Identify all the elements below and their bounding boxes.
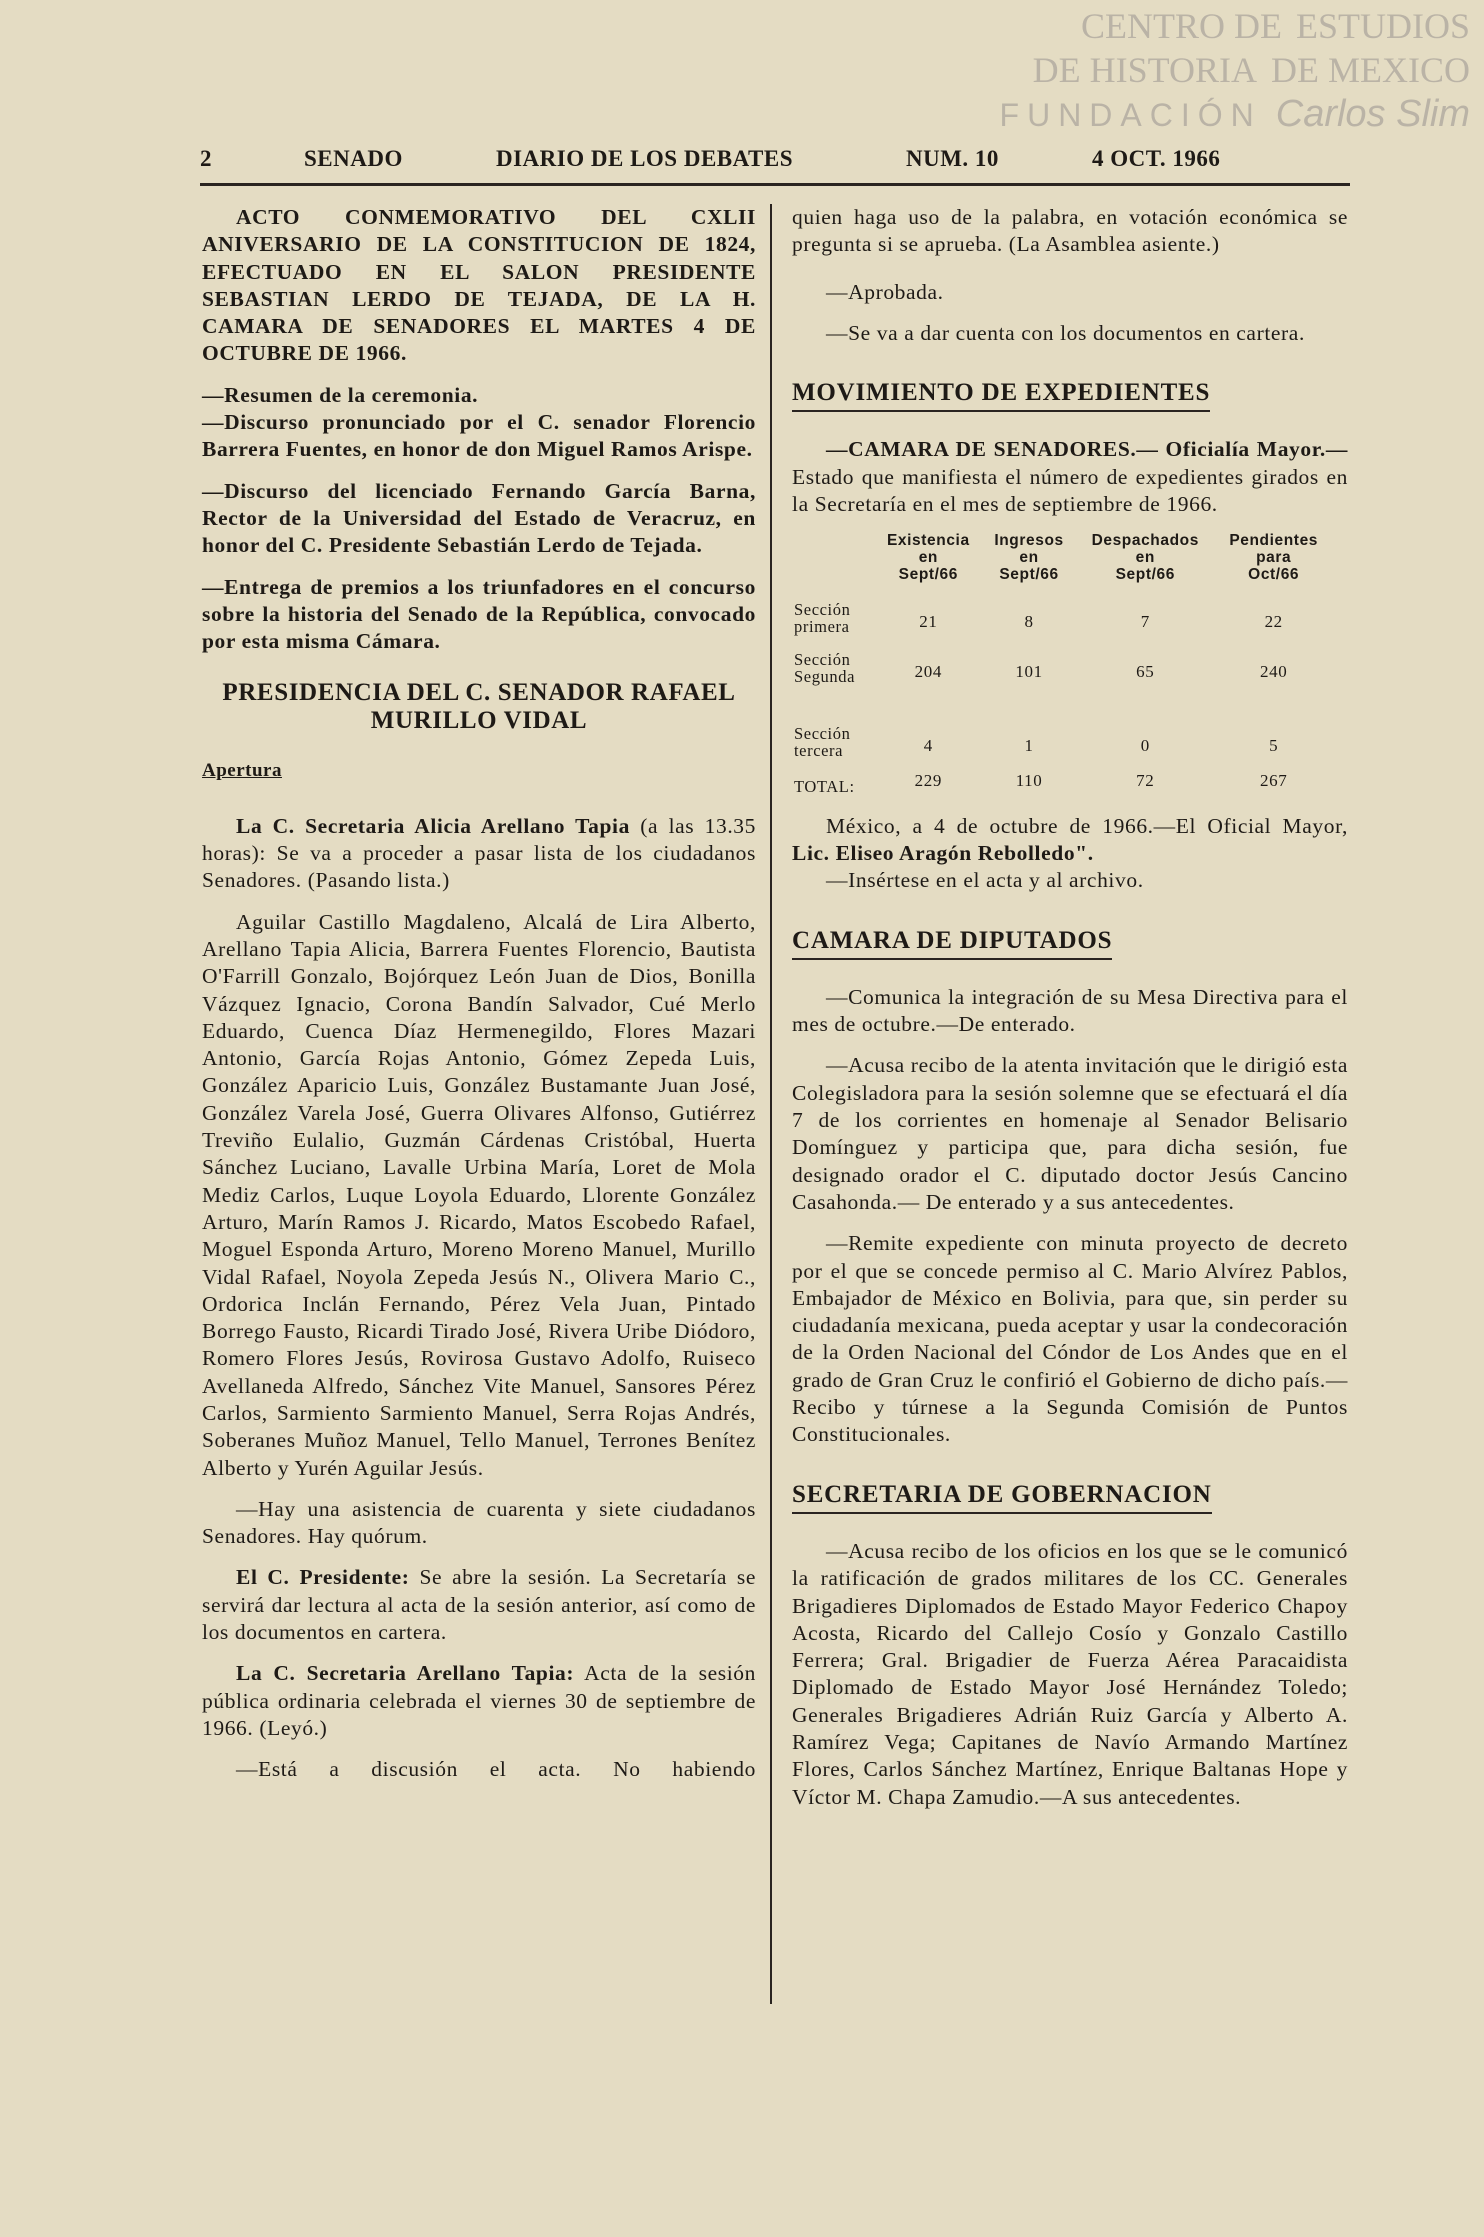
watermark-row	[710, 48, 1470, 92]
summary-item: —Discurso pronunciado por el C. senador Florencio Barrera Fuentes, en honor de don Miguel Ramos Arispe.	[202, 410, 756, 462]
quorum: —Hay una asistencia de cuarenta y siete ciudadanos Senadores. Hay quórum.	[202, 1496, 756, 1549]
paragraph-text: Se abre la sesión. La Secretaría se servirá dar lectura al acta de la sesión anterior, así como de los documentos en cartera.	[202, 1565, 757, 1645]
speaker: El C. Presidente:	[236, 1565, 410, 1590]
empty-header	[792, 532, 874, 597]
column-header: Pendientes para Oct/66	[1229, 532, 1319, 584]
paragraph: —Está a discusión el acta. No habiendo	[236, 1757, 756, 1782]
page-number: 2	[200, 146, 212, 171]
cell: 72	[1136, 771, 1155, 791]
paragraph	[202, 1660, 756, 1742]
cell: 240	[1260, 662, 1288, 682]
watermark-row	[710, 4, 1470, 48]
watermark-line: FUNDACIÓN	[999, 97, 1262, 133]
cell: 22	[1264, 612, 1283, 632]
watermark-line: DE HISTORIA	[1032, 50, 1258, 90]
table-total-row	[792, 763, 1332, 798]
table-row	[792, 639, 1332, 689]
signatory: Lic. Eliseo Aragón Rebolledo".	[792, 840, 1094, 865]
left-column	[202, 204, 756, 1798]
signoff	[792, 813, 1348, 868]
cell: 101	[1015, 662, 1043, 682]
page-header	[200, 146, 1360, 176]
paragraph: —Remite expediente con minuta proyecto de decreto por el que se concede permiso al C. Mario Alvírez Pablos, Embajador de México en Bolivia, para que, sin perder su ciudadanía mexicana, pueda aceptar y usar la condecoración de la Orden Nacional del Cóndor de Los Andes que en el grado de Gran Cruz le confirió el Gobierno de dicho país.—Recibo y túrnese a la Segunda Comisión de Puntos Constitucionales.	[792, 1231, 1348, 1447]
watermark	[710, 4, 1470, 140]
cell: 229	[914, 771, 942, 791]
column-header: Existencia en Sept/66	[886, 532, 970, 584]
cell: 110	[1015, 771, 1043, 791]
cell: 65	[1136, 662, 1155, 682]
row-label: Sección primera	[794, 600, 851, 637]
cell: 7	[1140, 612, 1150, 632]
column-divider	[770, 204, 772, 2004]
cell: 4	[923, 736, 933, 756]
cell: 267	[1260, 771, 1288, 791]
speaker: La C. Secretaria Arellano Tapia:	[236, 1661, 575, 1686]
presidency-heading: PRESIDENCIA DEL C. SENADOR RAFAEL MURILLO VIDAL	[222, 679, 736, 735]
cell: 5	[1269, 736, 1279, 756]
cell: 204	[914, 662, 942, 682]
table-header-row	[792, 532, 1332, 597]
paragraph-text: México, a 4 de octubre de 1966.—El Oficial Mayor,	[826, 813, 1348, 838]
paragraph: —Acusa recibo de la atenta invitación que le dirigió esta Colegisladora para la sesión solemne que se efectuará el día 7 de los corrientes en homenaje al Senador Belisario Domínguez y participa que, para dicha sesión, fue designado orador el C. diputado doctor Jesús Cancino Casahonda.— De enterado y a sus antecedentes.	[792, 1053, 1348, 1214]
paragraph-text: Estado que manifiesta el número de expedientes girados en la Secretaría en el mes de septiembre de 1966.	[792, 464, 1348, 517]
paragraph-text: (a las 13.35 horas): Se va a proceder a pasar lista de los ciudadanos Senadores. (Pasando lista.)	[202, 813, 756, 893]
section-heading: CAMARA DE DIPUTADOS	[792, 927, 1112, 960]
paragraph	[202, 1564, 756, 1646]
column-header: Ingresos en Sept/66	[994, 532, 1064, 584]
speaker: La C. Secretaria Alicia Arellano Tapia	[236, 813, 630, 838]
paragraph	[202, 813, 756, 895]
row-label: Sección tercera	[794, 724, 851, 761]
row-label: Sección Segunda	[794, 650, 856, 687]
cell: 0	[1140, 736, 1150, 756]
issue-date: 4 OCT. 1966	[1092, 146, 1221, 171]
apertura-heading: Apertura	[202, 760, 282, 782]
paragraph: —Insértese en el acta y al archivo.	[826, 868, 1144, 893]
table-row	[792, 597, 1332, 639]
row-label: TOTAL:	[794, 776, 855, 796]
watermark-line: CENTRO DE	[1080, 6, 1282, 46]
paragraph: quien haga uso de la palabra, en votación económica se pregunta si se aprueba. (La Asamblea asiente.)	[792, 205, 1348, 257]
paragraph	[792, 436, 1348, 518]
watermark-line: ESTUDIOS	[1295, 6, 1470, 46]
column-header: Despachados en Sept/66	[1091, 532, 1199, 584]
cell: 8	[1024, 612, 1034, 632]
issue-number: NUM. 10	[906, 146, 999, 171]
summary-item: —Discurso del licenciado Fernando García Barna, Rector de la Universidad del Estado de Veracruz, en honor del C. Presidente Sebastián Lerdo de Tejada.	[202, 478, 756, 558]
right-column	[792, 204, 1348, 1825]
header-rule	[200, 183, 1350, 186]
summary-item: —Resumen de la ceremonia.	[202, 382, 479, 407]
paragraph: —Aprobada.	[826, 279, 944, 304]
expedientes-table	[792, 532, 1332, 798]
cell: 1	[1024, 736, 1034, 756]
cell: 21	[919, 612, 938, 632]
watermark-row	[710, 92, 1470, 136]
paragraph: —Se va a dar cuenta con los documentos en cartera.	[826, 320, 1305, 345]
summary-item: —Entrega de premios a los triunfadores en el concurso sobre la historia del Senado de la República, convocado por esta misma Cámara.	[202, 574, 756, 654]
section-heading: MOVIMIENTO DE EXPEDIENTES	[792, 379, 1210, 412]
watermark-line: DE MEXICO	[1271, 50, 1470, 90]
paragraph-text: Acta de la sesión pública ordinaria celebrada el viernes 30 de septiembre de 1966. (Leyó.)	[202, 1661, 756, 1740]
paragraph: —Comunica la integración de su Mesa Directiva para el mes de octubre.—De enterado.	[792, 984, 1348, 1037]
bold-lead: —CAMARA DE SENADORES.— Oficialía Mayor.—	[826, 437, 1348, 462]
watermark-signature: Carlos Slim	[1275, 93, 1470, 135]
roll-call: Aguilar Castillo Magdaleno, Alcalá de Lira Alberto, Arellano Tapia Alicia, Barrera Fuentes Florencio, Bautista O'Farrill Gonzalo, Bojórquez León Juan de Dios, Bonilla Vázquez Ignacio, Corona Bandín Salvador, Cué Merlo Eduardo, Cuenca Díaz Hermenegildo, Flores Mazari Antonio, García Rojas Antonio, Gómez Zepeda Luis, González Aparicio Luis, González Bustamante Juan José, González Varela José, Guerra Olivares Alfonso, Gutiérrez Treviño Eulalio, Guzmán Cárdenas Cristóbal, Huerta Sánchez Luciano, Lavalle Urbina María, Loret de Mola Mediz Carlos, Luque Loyola Eduardo, Llorente González Arturo, Marín Ramos J. Ricardo, Matos Escobedo Rafael, Moguel Esponda Arturo, Moreno Moreno Manuel, Murillo Vidal Rafael, Noyola Zepeda Jesús N., Olivera Mario C., Ordorica Inclán Fernando, Pérez Vela Juan, Pintado Borrego Fausto, Ricardi Tirado José, Rivera Uribe Diódoro, Romero Flores Jesús, Rovirosa Gustavo Adolfo, Ruiseco Avellaneda Alfredo, Sánchez Vite Manuel, Sansores Pérez Carlos, Sarmiento Sarmiento Manuel, Serra Rojas Andrés, Soberanes Muñoz Manuel, Tello Manuel, Terrones Benítez Alberto y Yurén Aguilar Jesús.	[202, 909, 756, 1480]
publication-title: DIARIO DE LOS DEBATES	[496, 146, 794, 171]
table-row	[792, 689, 1332, 763]
chamber: SENADO	[304, 146, 403, 171]
intro-title: ACTO CONMEMORATIVO DEL CXLII ANIVERSARIO DE LA CONSTITUCION DE 1824, EFECTUADO EN EL SALON PRESIDENTE SEBASTIAN LERDO DE TEJADA, DE LA H. CAMARA DE SENADORES EL MARTES 4 DE OCTUBRE DE 1966.	[202, 205, 756, 366]
section-heading: SECRETARIA DE GOBERNACION	[792, 1481, 1212, 1514]
paragraph: —Acusa recibo de los oficios en los que se le comunicó la ratificación de grados militares de los CC. Generales Brigadieres Diplomados de Estado Mayor Federico Chapoy Acosta, Ricardo del Callejo Cosío y Gonzalo Castillo Ferrera; Gral. Brigadier de Fuerza Aérea Paracaidista Diplomado de Estado Mayor José Hernández Toledo; Generales Brigadieres Adrián Ruiz García y Alberto A. Ramírez Vega; Capitanes de Navío Armando Martínez Flores, Carlos Sánchez Martínez, Enrique Baltanas Hope y Víctor M. Chapa Zamudio.—A sus antecedentes.	[792, 1538, 1348, 1809]
